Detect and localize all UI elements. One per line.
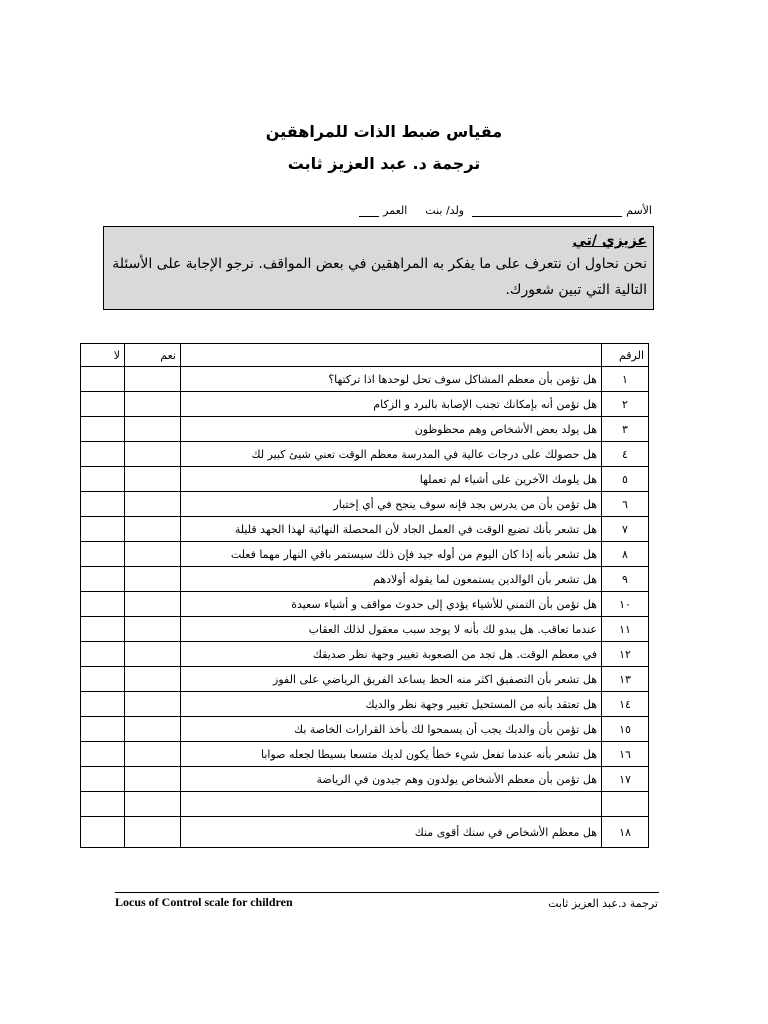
name-blank	[472, 206, 622, 217]
question-number: ١٨	[602, 817, 649, 848]
question-text: في معظم الوقت. هل تجد من الصعوبة تغيير وجهة نظر صديقك	[181, 642, 602, 667]
question-number: ٧	[602, 517, 649, 542]
answer-yes-cell[interactable]	[125, 717, 181, 742]
question-text: هل تشعر بأن التصفيق اكثر منه الحظ يساعد الفريق الرياضي على الفوز	[181, 667, 602, 692]
answer-no-cell[interactable]	[81, 717, 125, 742]
question-text: هل تؤمن بأن معظم الأشخاص يولدون وهم جيدون في الرياضة	[181, 767, 602, 792]
translator-line: ترجمة د. عبد العزيز ثابت	[287, 154, 481, 173]
answer-yes-cell[interactable]	[125, 817, 181, 848]
table-row	[81, 717, 649, 742]
header-no: لا	[81, 344, 125, 367]
answer-yes-cell[interactable]	[125, 517, 181, 542]
table-row	[81, 792, 649, 817]
question-text: هل تؤمن بأن والديك يجب أن يسمحوا لك بأخذ القرارات الخاصة بك	[181, 717, 602, 742]
answer-no-cell[interactable]	[81, 542, 125, 567]
question-number: ٥	[602, 467, 649, 492]
answer-no-cell[interactable]	[81, 817, 125, 848]
answer-yes-cell[interactable]	[125, 392, 181, 417]
table-row	[81, 742, 649, 767]
answer-no-cell[interactable]	[81, 692, 125, 717]
question-text: هل تعتقد بأنه من المستحيل تغيير وجهة نظر والديك	[181, 692, 602, 717]
question-text	[181, 792, 602, 817]
answer-no-cell[interactable]	[81, 367, 125, 392]
table-header-row	[81, 344, 649, 367]
answer-no-cell[interactable]	[81, 742, 125, 767]
instructions-box	[103, 226, 654, 310]
question-text: هل تشعر بأنك تضيع الوقت في العمل الجاد لأن المحصلة النهائية لهذا الجهد قليلة	[181, 517, 602, 542]
question-text: هل يولد بعض الأشخاص وهم محظوظون	[181, 417, 602, 442]
header-number: الرقم	[602, 344, 649, 367]
answer-yes-cell[interactable]	[125, 592, 181, 617]
question-number: ١٢	[602, 642, 649, 667]
question-number: ٤	[602, 442, 649, 467]
question-text: هل تؤمن بأن معظم المشاكل سوف تحل لوحدها اذا تركتها؟	[181, 367, 602, 392]
gender-label: ولد/ بنت	[425, 204, 465, 217]
question-number: ١٥	[602, 717, 649, 742]
question-number: ١١	[602, 617, 649, 642]
answer-yes-cell[interactable]	[125, 667, 181, 692]
age-label: العمر	[383, 204, 408, 217]
table-row	[81, 417, 649, 442]
answer-no-cell[interactable]	[81, 567, 125, 592]
answer-yes-cell[interactable]	[125, 542, 181, 567]
question-text: هل تشعر بأنه إذا كان اليوم من أوله جيد فإن ذلك سيستمر باقي النهار مهما فعلت	[181, 542, 602, 567]
answer-no-cell[interactable]	[81, 467, 125, 492]
answer-yes-cell[interactable]	[125, 492, 181, 517]
answer-yes-cell[interactable]	[125, 367, 181, 392]
table-row	[81, 467, 649, 492]
question-number: ٦	[602, 492, 649, 517]
answer-yes-cell[interactable]	[125, 742, 181, 767]
table-row	[81, 617, 649, 642]
table-row	[81, 542, 649, 567]
answer-yes-cell[interactable]	[125, 617, 181, 642]
question-text: هل يلومك الآخرين على أشياء لم تعملها	[181, 467, 602, 492]
table-row	[81, 567, 649, 592]
answer-no-cell[interactable]	[81, 792, 125, 817]
answer-yes-cell[interactable]	[125, 467, 181, 492]
question-number: ١٧	[602, 767, 649, 792]
answer-no-cell[interactable]	[81, 592, 125, 617]
questionnaire-body	[81, 367, 649, 848]
answer-yes-cell[interactable]	[125, 442, 181, 467]
question-text: هل معظم الأشخاص في سنك أقوى منك	[181, 817, 602, 848]
question-number: ١	[602, 367, 649, 392]
answer-no-cell[interactable]	[81, 517, 125, 542]
question-text: عندما تعاقب. هل يبدو لك بأنه لا يوجد سبب معقول لذلك العقاب	[181, 617, 602, 642]
question-number: ٣	[602, 417, 649, 442]
answer-no-cell[interactable]	[81, 442, 125, 467]
answer-yes-cell[interactable]	[125, 567, 181, 592]
answer-yes-cell[interactable]	[125, 417, 181, 442]
answer-no-cell[interactable]	[81, 617, 125, 642]
question-number: ١٤	[602, 692, 649, 717]
document-title: مقياس ضبط الذات للمراهقين	[265, 122, 503, 141]
table-row	[81, 642, 649, 667]
answer-yes-cell[interactable]	[125, 642, 181, 667]
question-text: هل تؤمن أنه بإمكانك تجنب الإصابة بالبرد و الزكام	[181, 392, 602, 417]
respondent-info-line	[270, 204, 652, 217]
answer-yes-cell[interactable]	[125, 767, 181, 792]
table-row	[81, 692, 649, 717]
answer-yes-cell[interactable]	[125, 692, 181, 717]
questionnaire-table	[80, 343, 649, 848]
header-yes: نعم	[125, 344, 181, 367]
table-row	[81, 392, 649, 417]
table-row	[81, 667, 649, 692]
footer-scale-name: Locus of Control scale for children	[115, 895, 293, 909]
footer-translator: ترجمة د.عبد العزيز ثابت	[548, 897, 658, 910]
question-number: ٩	[602, 567, 649, 592]
question-number: ٢	[602, 392, 649, 417]
header-question	[181, 344, 602, 367]
age-blank	[359, 206, 379, 217]
answer-no-cell[interactable]	[81, 642, 125, 667]
answer-no-cell[interactable]	[81, 767, 125, 792]
question-text: هل حصولك على درجات عالية في المدرسة معظم الوقت تعني شيئ كبير لك	[181, 442, 602, 467]
question-text: هل تشعر بأن الوالدين يستمعون لما يقوله أولادهم	[181, 567, 602, 592]
question-number	[602, 792, 649, 817]
greeting: عزيزي /تي	[572, 233, 647, 249]
answer-yes-cell[interactable]	[125, 792, 181, 817]
table-row	[81, 442, 649, 467]
answer-no-cell[interactable]	[81, 667, 125, 692]
answer-no-cell[interactable]	[81, 492, 125, 517]
name-label: الأسم	[626, 204, 652, 217]
table-row	[81, 817, 649, 848]
question-number: ١٠	[602, 592, 649, 617]
footer-rule	[115, 892, 659, 893]
table-row	[81, 492, 649, 517]
answer-no-cell[interactable]	[81, 392, 125, 417]
question-text: هل تشعر بأنه عندما تفعل شيء خطأ يكون لديك متسعا بسيطا لجعله صوابا	[181, 742, 602, 767]
question-number: ١٦	[602, 742, 649, 767]
question-number: ١٣	[602, 667, 649, 692]
instructions-text: نحن نحاول ان نتعرف على ما يفكر به المراهقين في بعض المواقف. نرجو الإجابة على الأسئلة التالية التي تبين شعورك.	[112, 256, 647, 298]
table-row	[81, 767, 649, 792]
question-number: ٨	[602, 542, 649, 567]
answer-no-cell[interactable]	[81, 417, 125, 442]
question-text: هل تؤمن بأن التمني للأشياء يؤدي إلى حدوث مواقف و أشياء سعيدة	[181, 592, 602, 617]
question-text: هل تؤمن بأن من يدرس بجد فإنه سوف ينجح في أي إختبار	[181, 492, 602, 517]
table-row	[81, 367, 649, 392]
table-row	[81, 592, 649, 617]
table-row	[81, 517, 649, 542]
